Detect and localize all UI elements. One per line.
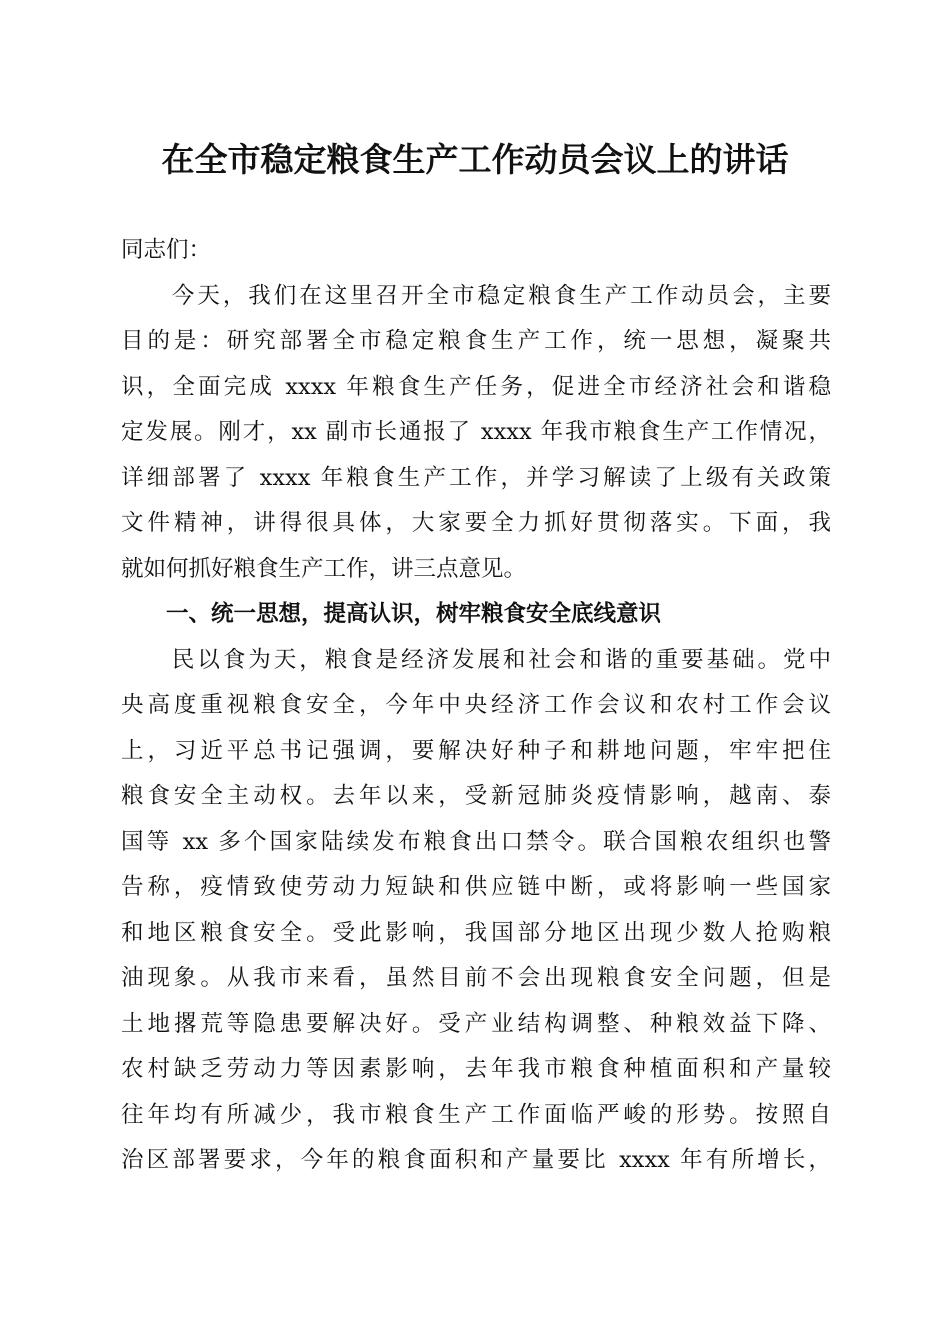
paragraph-line: 往年均有所减少，我市粮食生产工作面临严峻的形势。按照自	[121, 1101, 831, 1128]
paragraph-line: 和地区粮食安全。受此影响，我国部分地区出现少数人抢购粮	[121, 919, 831, 946]
paragraph-line: 目的是：研究部署全市稳定粮食生产工作，统一思想，凝聚共	[121, 328, 831, 354]
paragraph-line: 识，全面完成 xxxx 年粮食生产任务，促进全市经济社会和谐稳	[121, 373, 831, 400]
paragraph-line: 就如何抓好粮食生产工作，讲三点意见。	[121, 555, 527, 582]
paragraph-2	[121, 638, 831, 1184]
paragraph-1	[121, 274, 831, 593]
paragraph-line: 定发展。刚才，xx 副市长通报了 xxxx 年我市粮食生产工作情况，	[121, 419, 831, 445]
paragraph-line: 治区部署要求，今年的粮食面积和产量要比 xxxx 年有所增长，	[121, 1147, 831, 1173]
paragraph-line: 上，习近平总书记强调，要解决好种子和耕地问题，牢牢把住	[121, 737, 831, 764]
paragraph-line: 告称，疫情致使劳动力短缺和供应链中断，或将影响一些国家	[121, 874, 831, 900]
paragraph-line: 粮食安全主动权。去年以来，受新冠肺炎疫情影响，越南、泰	[121, 783, 831, 809]
paragraph-line: 详细部署了 xxxx 年粮食生产工作，并学习解读了上级有关政策	[121, 464, 831, 491]
section-heading: 一、统一思想，提高认识，树牢粮食安全底线意识	[166, 601, 662, 627]
paragraph-line: 文件精神，讲得很具体，大家要全力抓好贯彻落实。下面，我	[121, 510, 831, 536]
document-body	[121, 228, 831, 1184]
paragraph-line: 央高度重视粮食安全，今年中央经济工作会议和农村工作会议	[121, 692, 831, 718]
paragraph-line: 今天，我们在这里召开全市稳定粮食生产工作动员会，主要	[121, 282, 831, 309]
document-title: 在全市稳定粮食生产工作动员会议上的讲话	[161, 140, 789, 179]
paragraph-line: 土地撂荒等隐患要解决好。受产业结构调整、种粮效益下降、	[121, 1010, 831, 1037]
greeting: 同志们：	[121, 237, 212, 263]
paragraph-line: 农村缺乏劳动力等因素影响，去年我市粮食种植面积和产量较	[121, 1056, 831, 1082]
paragraph-line: 国等 xx 多个国家陆续发布粮食出口禁令。联合国粮农组织也警	[121, 828, 831, 855]
paragraph-line: 油现象。从我市来看，虽然目前不会出现粮食安全问题，但是	[121, 965, 831, 991]
paragraph-line: 民以食为天，粮食是经济发展和社会和谐的重要基础。党中	[121, 646, 831, 673]
